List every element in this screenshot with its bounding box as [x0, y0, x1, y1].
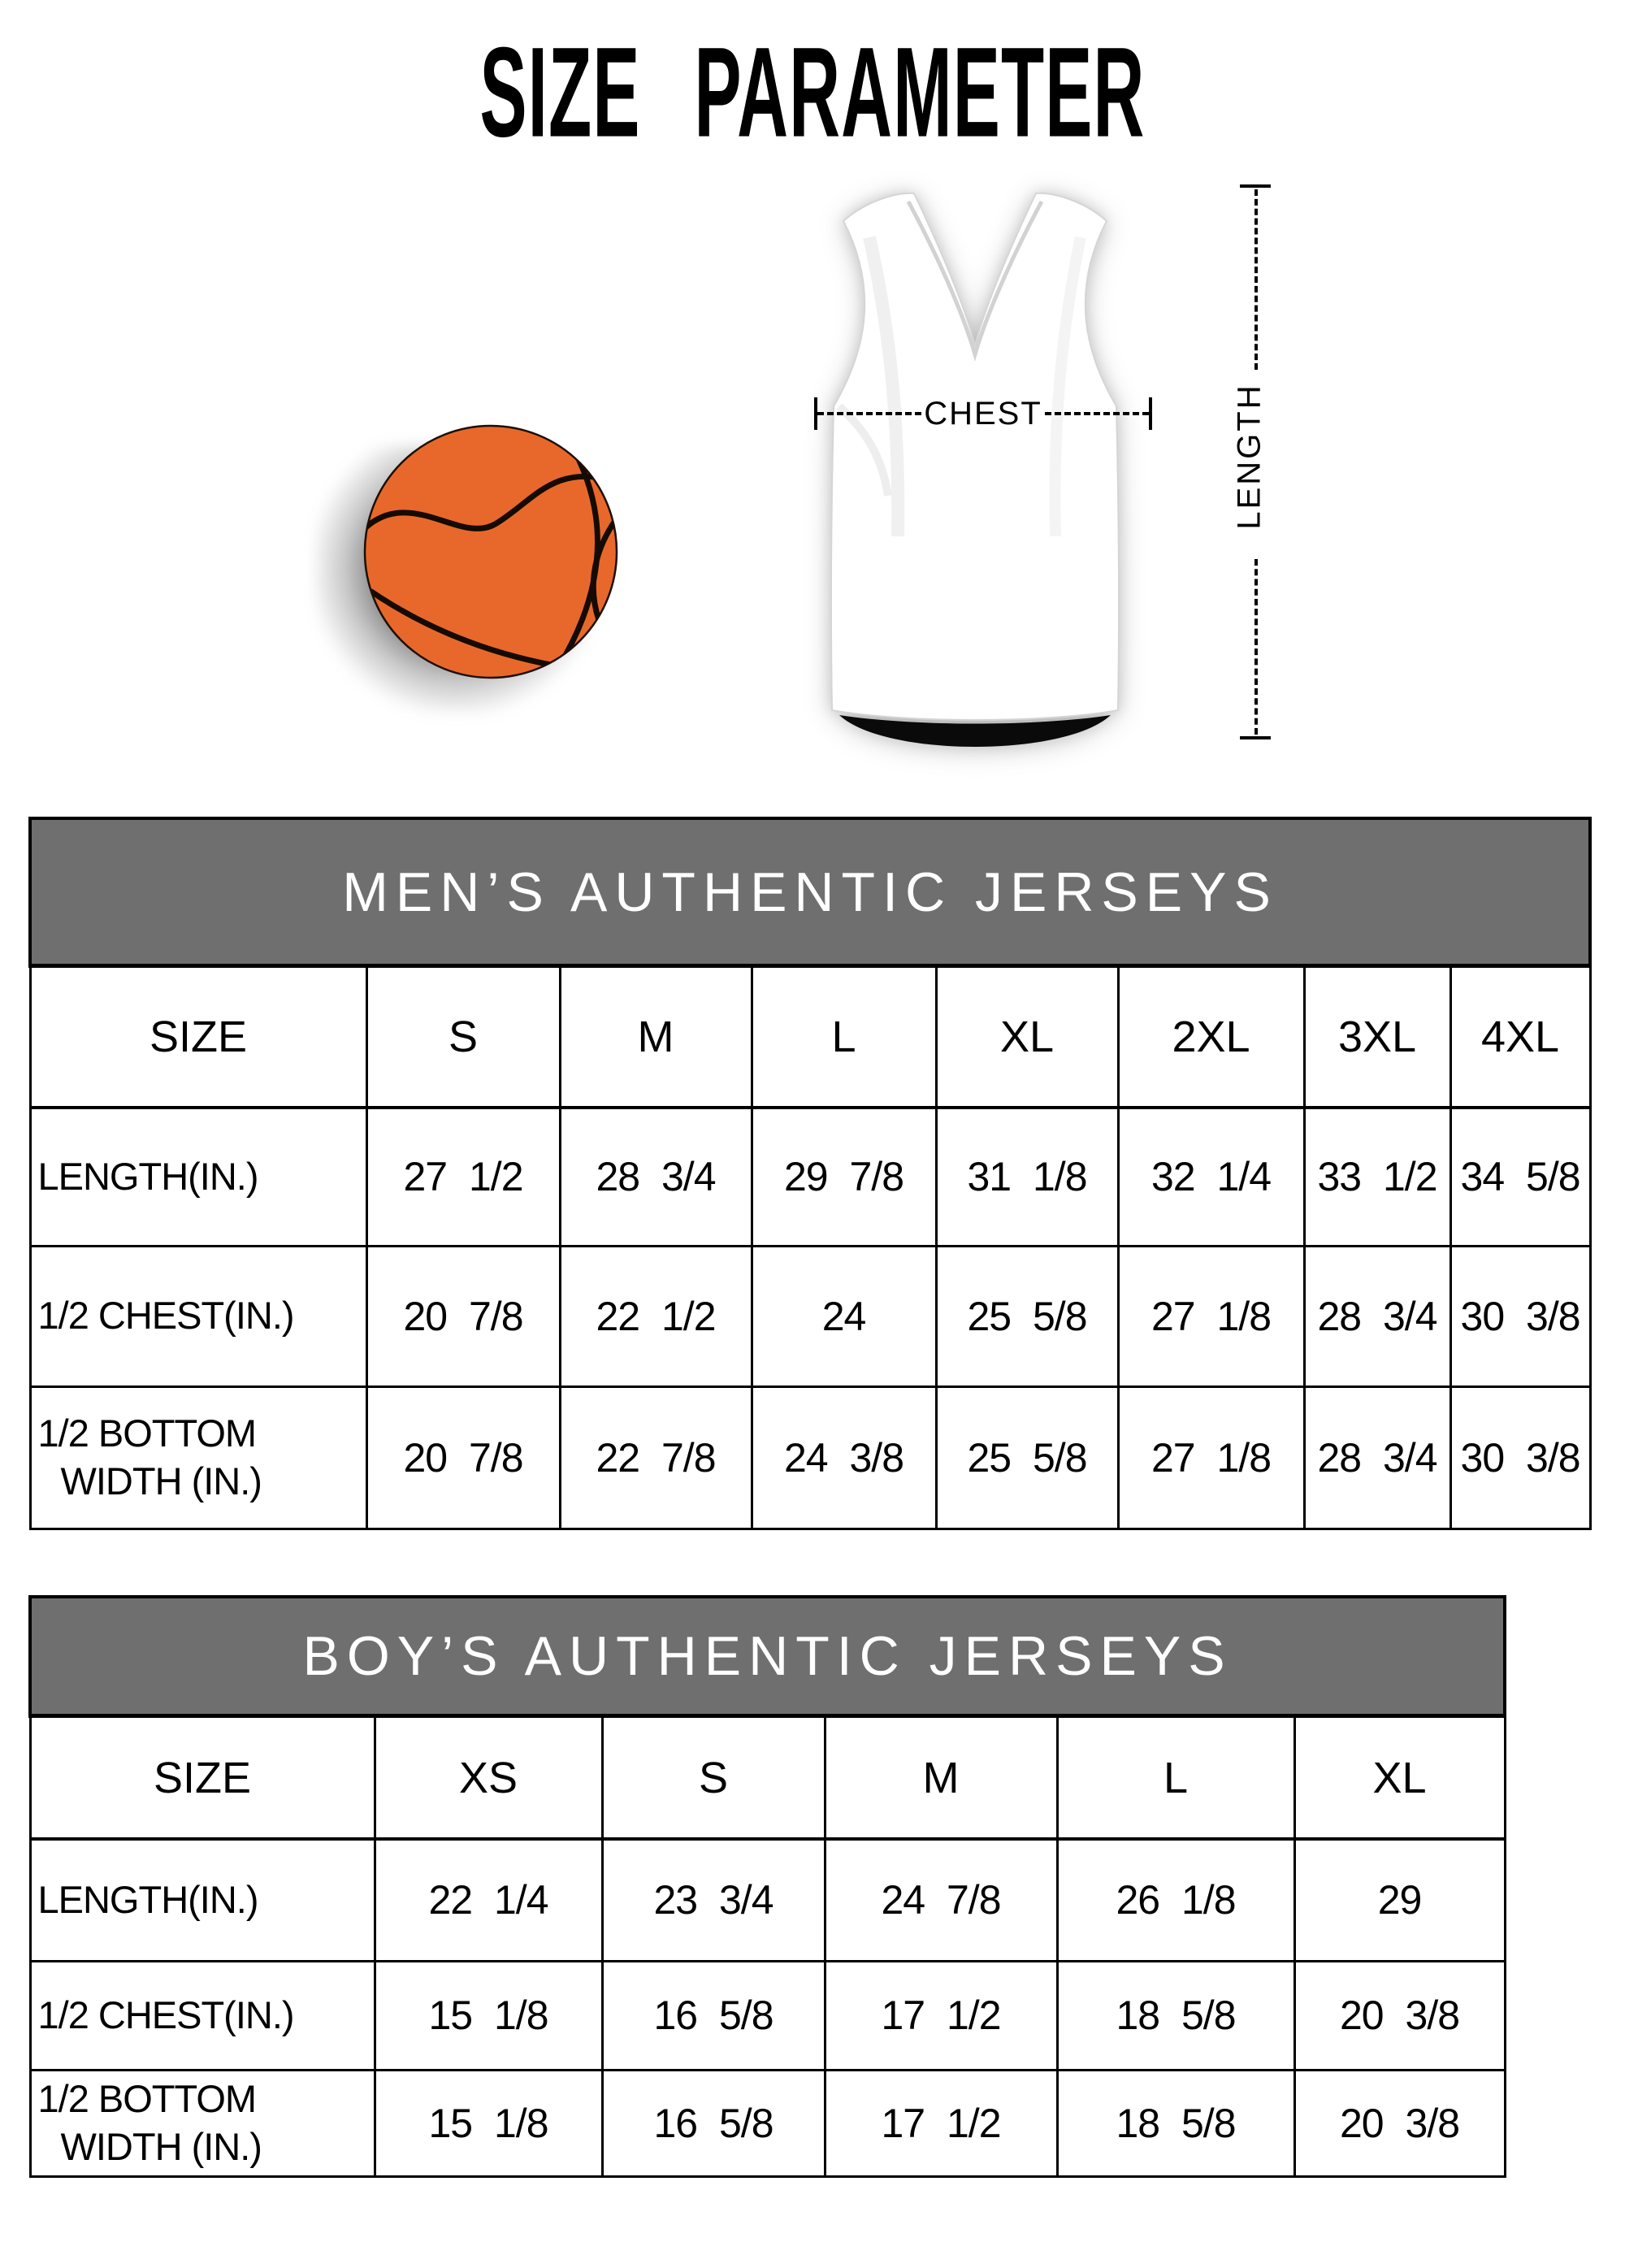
length-dimension-label — [1216, 372, 1284, 540]
size-value-cell: 15 1/8 — [375, 1961, 602, 2070]
mens-header-xl: XL — [936, 966, 1118, 1108]
mens-header-4xl: 4XL — [1450, 966, 1590, 1108]
mens-header-l: L — [752, 966, 936, 1108]
row-label-line1: 1/2 BOTTOM — [37, 1411, 257, 1455]
row-label: LENGTH(IN.) — [30, 1839, 375, 1961]
size-value-cell: 16 5/8 — [602, 1961, 825, 2070]
size-value-cell: 22 7/8 — [560, 1386, 752, 1529]
chest-dimension-annotation — [814, 395, 1152, 432]
size-value-cell: 26 1/8 — [1057, 1839, 1294, 1961]
size-value-cell: 15 1/8 — [375, 2070, 602, 2176]
boys-table-header-row — [30, 1716, 1505, 1840]
boys-header-xs: XS — [375, 1716, 602, 1840]
size-value-cell: 25 5/8 — [936, 1246, 1118, 1386]
size-value-cell: 28 3/4 — [1304, 1246, 1450, 1386]
mens-header-size: SIZE — [30, 966, 366, 1108]
size-value-cell: 20 7/8 — [366, 1386, 560, 1529]
boys-chest-row — [30, 1961, 1505, 2070]
size-value-cell: 24 3/8 — [752, 1386, 936, 1529]
boys-table-title: BOY’S AUTHENTIC JERSEYS — [30, 1597, 1505, 1716]
size-value-cell: 28 3/4 — [560, 1108, 752, 1246]
size-value-cell: 18 5/8 — [1057, 1961, 1294, 2070]
size-value-cell: 20 3/8 — [1294, 2070, 1505, 2176]
boys-header-s: S — [602, 1716, 825, 1840]
size-value-cell: 16 5/8 — [602, 2070, 825, 2176]
chest-dashed-line-left — [817, 412, 921, 415]
page-title: SIZE PARAMETER — [479, 20, 1146, 164]
row-label — [30, 1386, 366, 1529]
size-value-cell: 24 — [752, 1246, 936, 1386]
mens-bottom-width-row — [30, 1386, 1590, 1529]
size-value-cell: 33 1/2 — [1304, 1108, 1450, 1246]
size-value-cell: 22 1/2 — [560, 1246, 752, 1386]
boys-size-table — [28, 1595, 1506, 2178]
size-value-cell: 29 — [1294, 1839, 1505, 1961]
row-label: 1/2 CHEST(IN.) — [30, 1246, 366, 1386]
jersey-illustration — [792, 187, 1158, 764]
boys-header-size: SIZE — [30, 1716, 375, 1840]
size-value-cell: 27 1/2 — [366, 1108, 560, 1246]
boys-header-xl: XL — [1294, 1716, 1505, 1840]
mens-chest-row — [30, 1246, 1590, 1386]
size-value-cell: 17 1/2 — [825, 2070, 1057, 2176]
mens-header-2xl: 2XL — [1118, 966, 1304, 1108]
chest-dashed-line-right — [1045, 412, 1149, 415]
size-value-cell: 22 1/4 — [375, 1839, 602, 1961]
length-dashed-line-upper — [1254, 189, 1258, 370]
row-label-line2: WIDTH (IN.) — [60, 1459, 262, 1503]
size-value-cell: 27 1/8 — [1118, 1386, 1304, 1529]
chest-right-tick — [1149, 397, 1152, 430]
size-value-cell: 34 5/8 — [1450, 1108, 1590, 1246]
length-top-tick — [1240, 184, 1271, 188]
mens-header-3xl: 3XL — [1304, 966, 1450, 1108]
row-label — [30, 2070, 375, 2176]
boys-length-row — [30, 1839, 1505, 1961]
size-value-cell: 29 7/8 — [752, 1108, 936, 1246]
length-bottom-tick — [1240, 736, 1271, 739]
mens-table-title: MEN’S AUTHENTIC JERSEYS — [30, 818, 1590, 966]
row-label-line2: WIDTH (IN.) — [60, 2124, 262, 2168]
size-value-cell: 32 1/4 — [1118, 1108, 1304, 1246]
size-value-cell: 25 5/8 — [936, 1386, 1118, 1529]
boys-header-l: L — [1057, 1716, 1294, 1840]
size-value-cell: 20 7/8 — [366, 1246, 560, 1386]
mens-header-s: S — [366, 966, 560, 1108]
size-value-cell: 28 3/4 — [1304, 1386, 1450, 1529]
mens-size-table — [28, 817, 1592, 1530]
boys-table-title-bar — [30, 1597, 1505, 1716]
size-value-cell: 20 3/8 — [1294, 1961, 1505, 2070]
size-value-cell: 27 1/8 — [1118, 1246, 1304, 1386]
row-label-line1: 1/2 BOTTOM — [37, 2076, 257, 2120]
size-value-cell: 24 7/8 — [825, 1839, 1057, 1961]
mens-table-title-bar — [30, 818, 1590, 966]
mens-table-header-row — [30, 966, 1590, 1108]
mens-header-m: M — [560, 966, 752, 1108]
boys-bottom-width-row — [30, 2070, 1505, 2176]
size-value-cell: 30 3/8 — [1450, 1386, 1590, 1529]
size-value-cell: 18 5/8 — [1057, 2070, 1294, 2176]
row-label: LENGTH(IN.) — [30, 1108, 366, 1246]
basketball-icon — [362, 423, 620, 681]
length-label-text: LENGTH — [1231, 382, 1268, 530]
length-dashed-line-lower — [1254, 559, 1258, 735]
size-value-cell: 30 3/8 — [1450, 1246, 1590, 1386]
mens-length-row — [30, 1108, 1590, 1246]
size-value-cell: 31 1/8 — [936, 1108, 1118, 1246]
size-value-cell: 17 1/2 — [825, 1961, 1057, 2070]
size-value-cell: 23 3/4 — [602, 1839, 825, 1961]
boys-header-m: M — [825, 1716, 1057, 1840]
row-label: 1/2 CHEST(IN.) — [30, 1961, 375, 2070]
chest-dimension-label: CHEST — [924, 395, 1042, 431]
